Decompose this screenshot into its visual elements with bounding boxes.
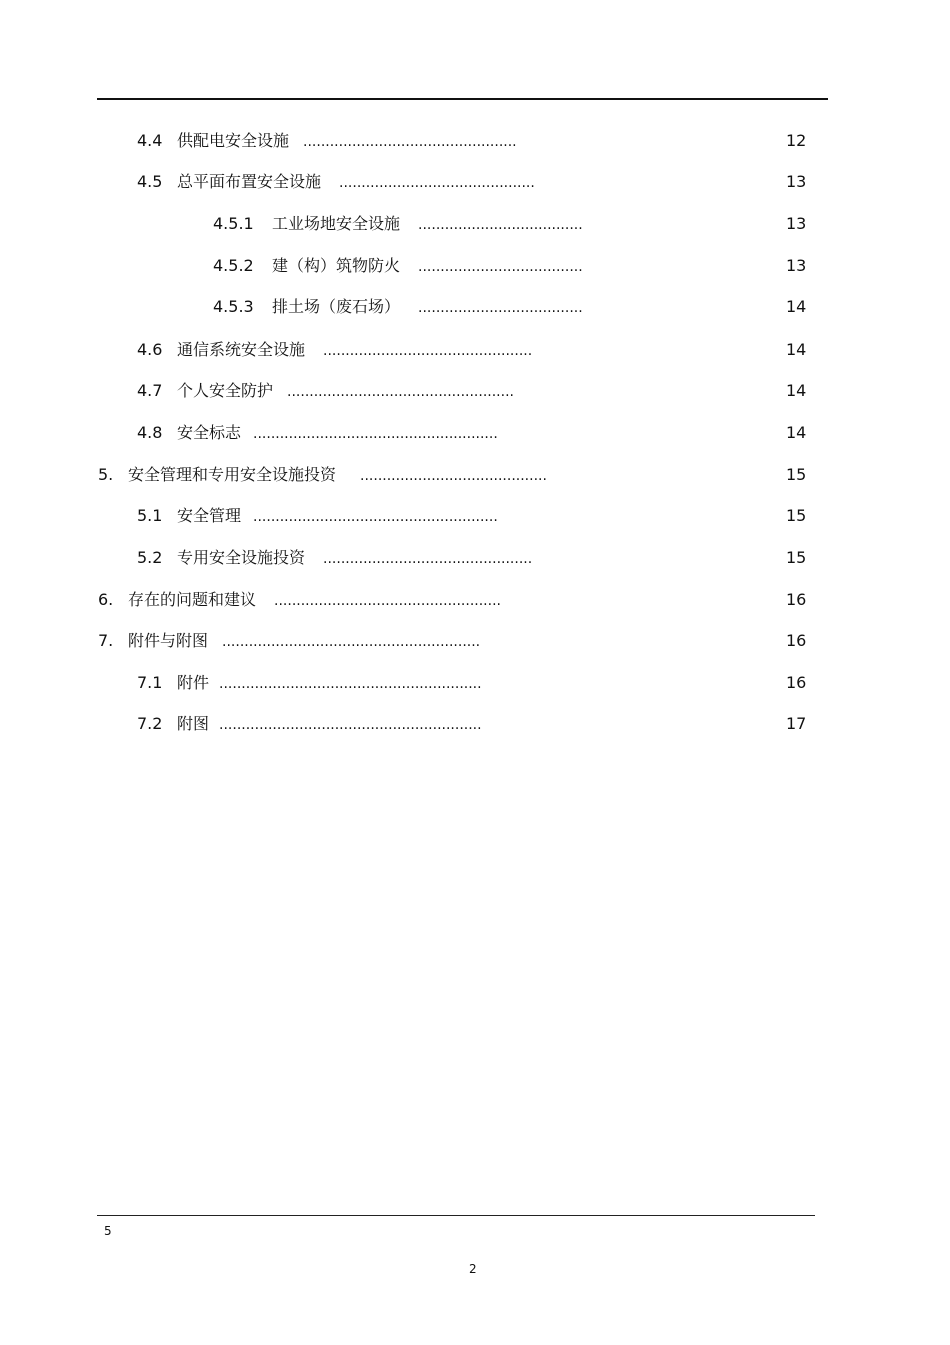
toc-entry-page: 14 <box>786 381 807 400</box>
toc-entry[interactable] <box>137 379 514 403</box>
toc-entry-number: 4.7 <box>137 381 163 400</box>
toc-entry-leader: .......................................... <box>360 468 547 484</box>
toc-entry-number: 5. <box>98 465 114 484</box>
header-rule <box>97 98 828 100</box>
toc-entry-leader: ................................................ <box>303 134 517 150</box>
toc-entry[interactable] <box>137 129 517 153</box>
toc-entry-number: 4.8 <box>137 423 163 442</box>
toc-entry-title: 安全管理和专用安全设施投资 <box>128 465 337 484</box>
toc-entry-number: 4.6 <box>137 340 163 359</box>
toc-entry[interactable] <box>137 170 535 194</box>
page-number: 2 <box>469 1262 477 1276</box>
toc-entry-page: 15 <box>786 548 807 567</box>
toc-entry-title: 存在的问题和建议 <box>128 590 257 609</box>
toc-entry[interactable] <box>98 629 480 653</box>
toc-entry-page: 13 <box>786 256 807 275</box>
toc-entry[interactable] <box>213 254 583 278</box>
toc-entry-title: 总平面布置安全设施 <box>177 172 322 191</box>
toc-entry-leader: ....................................................... <box>253 509 498 525</box>
toc-entry-leader: ..................................... <box>418 217 583 233</box>
toc-entry[interactable] <box>213 295 583 319</box>
toc-entry-leader: ....................................................... <box>253 426 498 442</box>
toc-entry[interactable] <box>98 463 547 487</box>
toc-entry[interactable] <box>137 504 498 528</box>
toc-entry-title: 通信系统安全设施 <box>177 340 306 359</box>
toc-entry-page: 14 <box>786 297 807 316</box>
toc-entry-number: 5.1 <box>137 506 163 525</box>
toc-entry-page: 17 <box>786 714 807 733</box>
toc-entry-number: 6. <box>98 590 114 609</box>
toc-entry-leader: .......................................................... <box>222 634 481 650</box>
toc-entry-leader: ........................................................... <box>219 717 482 733</box>
toc-entry-page: 12 <box>786 131 807 150</box>
toc-entry-page: 13 <box>786 214 807 233</box>
toc-entry-number: 4.5.3 <box>213 297 254 316</box>
toc-entry[interactable] <box>137 712 482 736</box>
toc-entry-leader: ................................................... <box>274 593 501 609</box>
toc-entry[interactable] <box>137 671 482 695</box>
toc-entry-number: 7.1 <box>137 673 163 692</box>
toc-entry-page: 14 <box>786 340 807 359</box>
toc-entry-title: 供配电安全设施 <box>177 131 290 150</box>
toc-entry-page: 16 <box>786 590 807 609</box>
toc-entry-page: 15 <box>786 506 807 525</box>
toc-entry-title: 个人安全防护 <box>177 381 274 400</box>
toc-entry-title: 安全管理 <box>177 506 242 525</box>
toc-entry-number: 7.2 <box>137 714 163 733</box>
toc-entry-number: 4.5.2 <box>213 256 254 275</box>
toc-entry-page: 14 <box>786 423 807 442</box>
toc-entry[interactable] <box>137 338 532 362</box>
toc-entry-title: 排土场（废石场） <box>272 297 401 316</box>
toc-entry-leader: ..................................... <box>418 300 583 316</box>
toc-entry-leader: ..................................... <box>418 259 583 275</box>
toc-entry-title: 附件 <box>177 673 210 692</box>
toc-entry[interactable] <box>98 588 501 612</box>
toc-entry-number: 4.5 <box>137 172 163 191</box>
toc-entry[interactable] <box>137 421 498 445</box>
toc-entry-number: 5.2 <box>137 548 163 567</box>
toc-entry-page: 15 <box>786 465 807 484</box>
toc-entry-leader: ........................................................... <box>219 676 482 692</box>
toc-entry-leader: ............................................ <box>339 175 535 191</box>
toc-entry-page: 13 <box>786 172 807 191</box>
toc-entry-title: 附图 <box>177 714 210 733</box>
toc-entry-title: 安全标志 <box>177 423 242 442</box>
toc-entry-number: 4.5.1 <box>213 214 254 233</box>
toc-entry-leader: ............................................... <box>323 343 533 359</box>
toc-entry-number: 7. <box>98 631 114 650</box>
toc-entry[interactable] <box>213 212 583 236</box>
toc-entry-page: 16 <box>786 631 807 650</box>
toc-entry-page: 16 <box>786 673 807 692</box>
toc-entry-title: 专用安全设施投资 <box>177 548 306 567</box>
toc-entry-title: 建（构）筑物防火 <box>272 256 401 275</box>
toc-entry-title: 附件与附图 <box>128 631 209 650</box>
toc-entry-leader: ............................................... <box>323 551 533 567</box>
footnote-rule <box>97 1215 815 1216</box>
toc-entry-title: 工业场地安全设施 <box>272 214 401 233</box>
toc-entry-leader: ................................................... <box>287 384 514 400</box>
toc-entry[interactable] <box>137 546 532 570</box>
toc-entry-number: 4.4 <box>137 131 163 150</box>
footnote: 5 <box>104 1224 112 1238</box>
